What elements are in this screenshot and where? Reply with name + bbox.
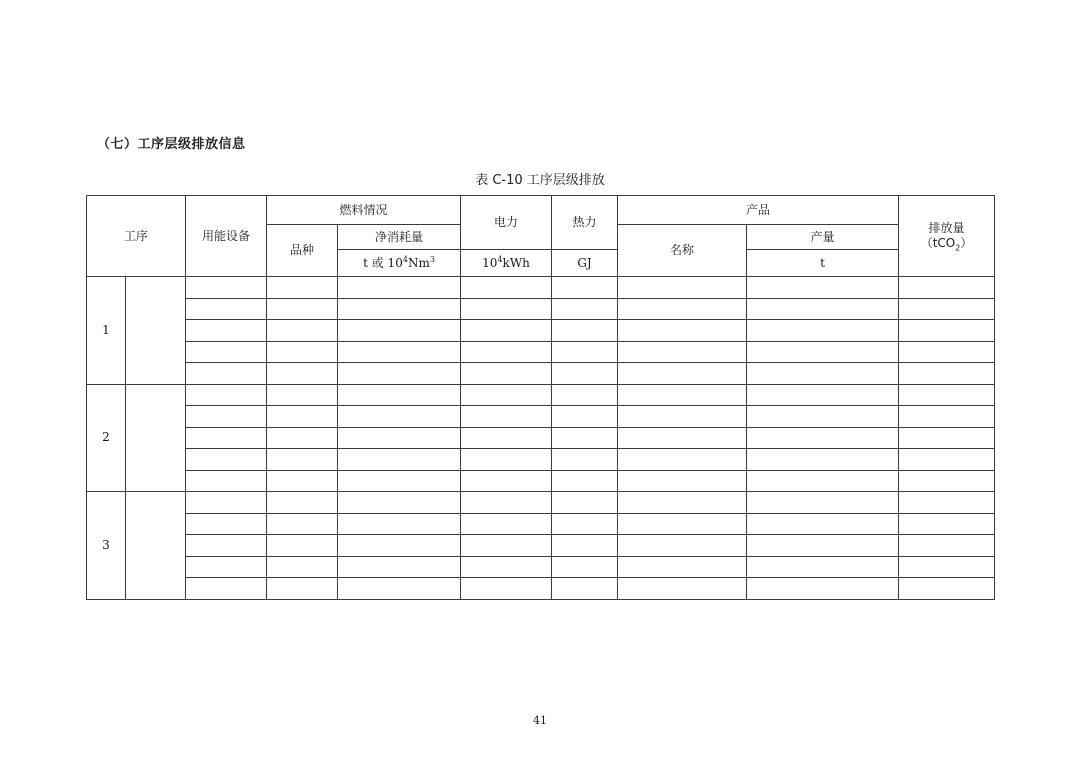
table-cell: [618, 470, 747, 492]
table-cell: [338, 277, 461, 299]
table-cell: [338, 556, 461, 578]
table-cell: [899, 406, 995, 428]
heat-header: 热力: [552, 196, 618, 250]
table-cell: [267, 298, 338, 320]
table-cell: [186, 384, 267, 406]
table-cell: [552, 427, 618, 449]
equipment-header: 用能设备: [186, 196, 267, 277]
table-row: [87, 277, 995, 299]
section-heading: （七）工序层级排放信息: [97, 137, 246, 152]
table-cell: [338, 384, 461, 406]
table-cell: [899, 578, 995, 600]
table-cell: [618, 341, 747, 363]
table-cell: [552, 470, 618, 492]
table-cell: [899, 556, 995, 578]
table-cell: [899, 535, 995, 557]
table-cell: [552, 320, 618, 342]
product-group-header: 产品: [618, 196, 899, 225]
table-cell: [186, 406, 267, 428]
table-cell: [338, 578, 461, 600]
table-cell: [267, 470, 338, 492]
table-cell: [552, 406, 618, 428]
table-cell: [186, 470, 267, 492]
table-cell: [552, 492, 618, 514]
table-cell: [899, 513, 995, 535]
table-row: [87, 449, 995, 471]
table-cell: [618, 363, 747, 385]
table-cell: [618, 556, 747, 578]
table-cell: [552, 556, 618, 578]
table-cell: [618, 384, 747, 406]
table-cell: [552, 384, 618, 406]
table-cell: [461, 384, 552, 406]
table-cell: [186, 578, 267, 600]
table-cell: [186, 492, 267, 514]
table-cell: [338, 470, 461, 492]
table-cell: [747, 384, 899, 406]
net-consumption-unit: t 或 $10^4Nm^3$: [338, 250, 461, 277]
table-cell: [899, 363, 995, 385]
table-cell: [338, 320, 461, 342]
emissions-unit: （tCO$_2$）: [920, 236, 973, 253]
table-row: [87, 427, 995, 449]
process-name-cell: [126, 492, 186, 600]
table-cell: [461, 535, 552, 557]
table-cell: [461, 427, 552, 449]
table-cell: [186, 298, 267, 320]
table-cell: [747, 341, 899, 363]
electricity-header: 电力: [461, 196, 552, 250]
table-cell: [618, 492, 747, 514]
table-cell: [267, 320, 338, 342]
table-cell: [552, 513, 618, 535]
table-cell: [461, 406, 552, 428]
table-body: [87, 277, 995, 600]
emissions-header: [899, 196, 995, 277]
table-cell: [338, 406, 461, 428]
table-cell: [338, 427, 461, 449]
product-output-header: 产量: [747, 225, 899, 250]
table-cell: [747, 556, 899, 578]
table-cell: [267, 492, 338, 514]
table-row: [87, 298, 995, 320]
table-cell: [618, 578, 747, 600]
table-cell: [899, 449, 995, 471]
table-cell: [747, 578, 899, 600]
process-number-cell: 3: [87, 492, 126, 600]
table-cell: [267, 406, 338, 428]
table-row: [87, 513, 995, 535]
table-cell: [747, 320, 899, 342]
process-number-cell: 1: [87, 277, 126, 385]
table-row: [87, 406, 995, 428]
net-consumption-header: 净消耗量: [338, 225, 461, 250]
table-cell: [267, 535, 338, 557]
table-cell: [899, 384, 995, 406]
table-cell: [552, 578, 618, 600]
table-cell: [186, 513, 267, 535]
table-row: [87, 556, 995, 578]
table-cell: [618, 535, 747, 557]
emissions-label: 排放量: [928, 221, 965, 235]
table-cell: [552, 298, 618, 320]
table-row: [87, 470, 995, 492]
table-cell: [338, 341, 461, 363]
table-cell: [461, 492, 552, 514]
table-cell: [461, 320, 552, 342]
table-row: [87, 320, 995, 342]
table-cell: [461, 341, 552, 363]
table-cell: [747, 492, 899, 514]
process-name-cell: [126, 384, 186, 492]
table-cell: [186, 535, 267, 557]
electricity-unit: $10^4kWh$: [461, 250, 552, 277]
table-cell: [186, 320, 267, 342]
table-cell: [747, 406, 899, 428]
table-cell: [899, 298, 995, 320]
table-cell: [747, 427, 899, 449]
table-cell: [338, 298, 461, 320]
table-cell: [552, 363, 618, 385]
table-cell: [618, 449, 747, 471]
table-cell: [461, 298, 552, 320]
table-cell: [747, 277, 899, 299]
table-cell: [461, 449, 552, 471]
product-name-header: 名称: [618, 225, 747, 277]
table-cell: [899, 320, 995, 342]
table-cell: [267, 427, 338, 449]
page-number: 41: [533, 714, 547, 727]
table-cell: [186, 427, 267, 449]
table-cell: [899, 427, 995, 449]
table-cell: [186, 363, 267, 385]
table-cell: [338, 449, 461, 471]
table-row: [87, 492, 995, 514]
table-cell: [618, 277, 747, 299]
table-cell: [747, 449, 899, 471]
table-cell: [899, 492, 995, 514]
table-cell: [899, 341, 995, 363]
table-cell: [338, 535, 461, 557]
table-cell: [747, 298, 899, 320]
fuel-type-header: 品种: [267, 225, 338, 277]
process-emissions-table: [86, 195, 995, 600]
table-cell: [618, 406, 747, 428]
table-cell: [899, 277, 995, 299]
table-cell: [461, 470, 552, 492]
table-row: [87, 363, 995, 385]
table-cell: [461, 363, 552, 385]
process-number-cell: 2: [87, 384, 126, 492]
table-cell: [618, 298, 747, 320]
table-cell: [338, 492, 461, 514]
table-cell: [461, 277, 552, 299]
table-cell: [461, 556, 552, 578]
table-cell: [267, 449, 338, 471]
process-header: 工序: [87, 196, 186, 277]
fuel-group-header: 燃料情况: [267, 196, 461, 225]
table-cell: [338, 513, 461, 535]
header-row-1: [87, 196, 995, 225]
table-cell: [552, 277, 618, 299]
table-cell: [186, 556, 267, 578]
table-cell: [747, 363, 899, 385]
table-cell: [552, 535, 618, 557]
table-cell: [267, 341, 338, 363]
table-cell: [267, 513, 338, 535]
table-cell: [461, 513, 552, 535]
table-cell: [747, 470, 899, 492]
table-cell: [186, 341, 267, 363]
table-cell: [747, 513, 899, 535]
table-cell: [267, 363, 338, 385]
table-cell: [267, 578, 338, 600]
table-cell: [747, 535, 899, 557]
product-output-unit: t: [747, 250, 899, 277]
table-row: [87, 341, 995, 363]
table-cell: [267, 277, 338, 299]
table-cell: [618, 427, 747, 449]
table-cell: [552, 449, 618, 471]
table-cell: [618, 513, 747, 535]
table-cell: [461, 578, 552, 600]
table-cell: [618, 320, 747, 342]
table-cell: [186, 277, 267, 299]
heat-unit: GJ: [552, 250, 618, 277]
table-row: [87, 578, 995, 600]
table-cell: [338, 363, 461, 385]
table-cell: [267, 384, 338, 406]
table-row: [87, 535, 995, 557]
process-name-cell: [126, 277, 186, 385]
table-cell: [899, 470, 995, 492]
table-row: [87, 384, 995, 406]
table-cell: [552, 341, 618, 363]
table-caption: 表 C-10 工序层级排放: [475, 173, 605, 188]
table-cell: [267, 556, 338, 578]
table-cell: [186, 449, 267, 471]
